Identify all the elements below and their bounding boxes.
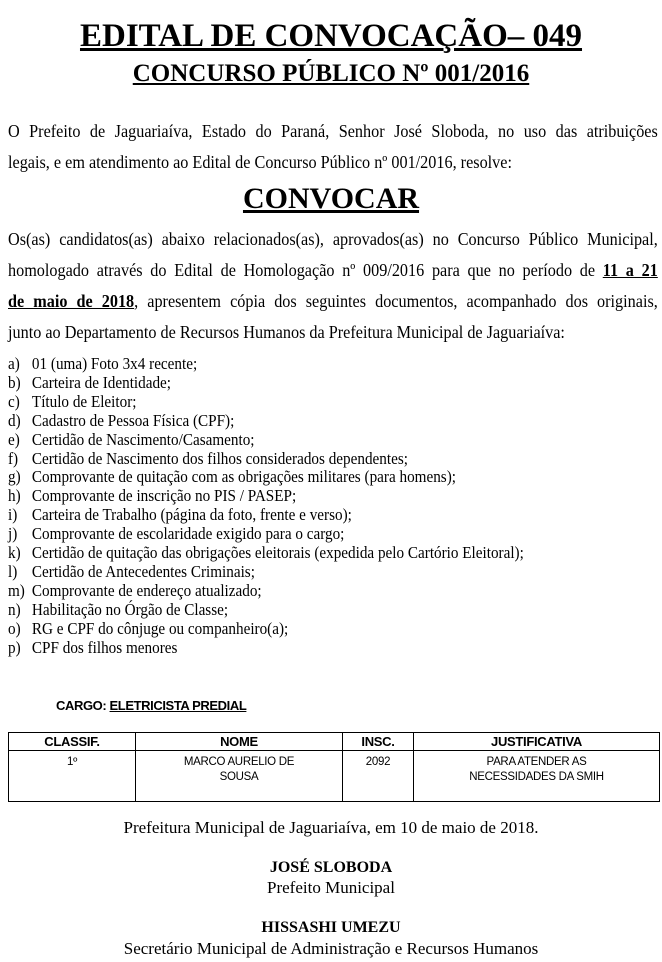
signatory-1-role: Prefeito Municipal <box>267 878 395 897</box>
list-item-text: Comprovante de quitação com as obrigações militares (para homens); <box>31 467 456 487</box>
list-item <box>8 430 255 450</box>
cargo-label <box>56 698 246 713</box>
list-item-text: RG e CPF do cônjuge ou companheiro(a); <box>31 618 289 638</box>
cell-classif: 1º <box>9 751 136 802</box>
list-item-text: 01 (uma) Foto 3x4 recente; <box>31 354 198 373</box>
list-item-key: a) <box>8 354 20 373</box>
list-item-key: o) <box>8 618 21 638</box>
list-item-key: f) <box>8 448 19 468</box>
list-item-key: c) <box>8 391 20 411</box>
list-item-text: Certidão de Antecedentes Criminais; <box>31 561 255 581</box>
list-item <box>8 543 524 563</box>
header-nome: NOME <box>136 733 343 751</box>
list-item-key: b) <box>8 372 21 392</box>
list-item-text: Comprovante de escolaridade exigido para o cargo; <box>31 524 345 544</box>
period-end: de maio de 2018 <box>8 291 135 311</box>
list-item <box>8 524 344 544</box>
candidates-table <box>8 732 660 802</box>
list-item-text: Certidão de Nascimento/Casamento; <box>31 429 255 449</box>
list-item-key: g) <box>8 467 21 487</box>
header-justificativa: JUSTIFICATIVA <box>414 733 660 751</box>
signatory-2-name: HISSASHI UMEZU <box>261 919 401 936</box>
justificativa-text: PARA ATENDER AS NECESSIDADES DA SMIH <box>469 756 604 783</box>
header-insc: INSC. <box>343 733 414 751</box>
intro-line-1: O Prefeito de Jaguariaíva, Estado do Paraná, Senhor José Sloboda, no uso das atribuições <box>8 121 658 141</box>
list-item-text: Habilitação no Órgão de Classe; <box>31 599 229 619</box>
header-classif: CLASSIF. <box>9 733 136 751</box>
body-text: homologado através do Edital de Homologação nº 009/2016 para que no período de <box>8 260 603 280</box>
list-item-text: Carteira de Identidade; <box>31 372 172 392</box>
list-item-text: Comprovante de endereço atualizado; <box>31 580 262 600</box>
period-start: 11 a 21 <box>602 260 658 280</box>
table-row <box>9 751 660 802</box>
list-item-key: i) <box>8 505 18 525</box>
list-item <box>8 505 352 525</box>
cell-insc: 2092 <box>343 751 414 802</box>
list-item <box>8 449 408 469</box>
list-item-key: h) <box>8 486 21 506</box>
list-item-text: Carteira de Trabalho (página da foto, frente e verso); <box>31 505 352 525</box>
list-item-key: j) <box>8 524 18 544</box>
document-subtitle: CONCURSO PÚBLICO Nº 001/2016 <box>132 60 530 87</box>
date-line: Prefeitura Municipal de Jaguariaíva, em 10 de maio de 2018. <box>123 818 539 837</box>
body-line-4: junto ao Departamento de Recursos Humanos da Prefeitura Municipal de Jaguariaíva: <box>8 322 565 342</box>
cargo-prefix: CARGO: <box>56 698 110 713</box>
convocar-heading: CONVOCAR <box>242 182 420 215</box>
list-item-text: Comprovante de inscrição no PIS / PASEP; <box>31 486 297 506</box>
list-item <box>8 373 171 393</box>
cargo-value: ELETRICISTA PREDIAL <box>109 698 247 713</box>
cell-nome <box>136 751 343 802</box>
table-header-row <box>9 733 660 751</box>
list-item-key: p) <box>8 637 21 657</box>
body-line-3 <box>8 291 658 312</box>
list-item-key: e) <box>8 429 20 449</box>
list-item <box>8 411 234 431</box>
list-item <box>8 467 456 487</box>
list-item-key: l) <box>8 561 18 581</box>
list-item-text: CPF dos filhos menores <box>31 637 178 657</box>
body-line-2 <box>8 260 658 281</box>
list-item-key: m) <box>8 580 25 600</box>
signatory-1-name: JOSÉ SLOBODA <box>269 859 393 876</box>
signatory-2-role: Secretário Municipal de Administração e Recursos Humanos <box>123 939 539 958</box>
list-item <box>8 354 197 374</box>
intro-line-2: legais, e em atendimento ao Edital de Concurso Público nº 001/2016, resolve: <box>8 152 512 172</box>
body-text: , apresentem cópia dos seguintes documentos, acompanhado dos originais, <box>134 291 658 311</box>
list-item <box>8 392 136 412</box>
list-item-key: d) <box>8 410 21 430</box>
list-item <box>8 619 288 639</box>
list-item-key: n) <box>8 599 21 619</box>
list-item <box>8 638 177 658</box>
list-item-text: Título de Eleitor; <box>31 391 137 411</box>
body-line-1: Os(as) candidatos(as) abaixo relacionados(as), aprovados(as) no Concurso Público Municipal, <box>8 229 658 249</box>
list-item <box>8 600 228 620</box>
list-item <box>8 581 262 601</box>
list-item <box>8 486 296 506</box>
cell-justificativa <box>414 751 660 802</box>
list-item-text: Cadastro de Pessoa Física (CPF); <box>31 410 235 430</box>
nome-text: MARCO AURELIO DE SOUSA <box>183 756 295 783</box>
list-item-text: Certidão de Nascimento dos filhos considerados dependentes; <box>31 448 408 468</box>
document-title: EDITAL DE CONVOCAÇÃO– 049 <box>79 18 583 54</box>
list-item <box>8 562 255 582</box>
list-item-text: Certidão de quitação das obrigações eleitorais (expedida pelo Cartório Eleitoral); <box>31 543 524 562</box>
list-item-key: k) <box>8 543 21 562</box>
